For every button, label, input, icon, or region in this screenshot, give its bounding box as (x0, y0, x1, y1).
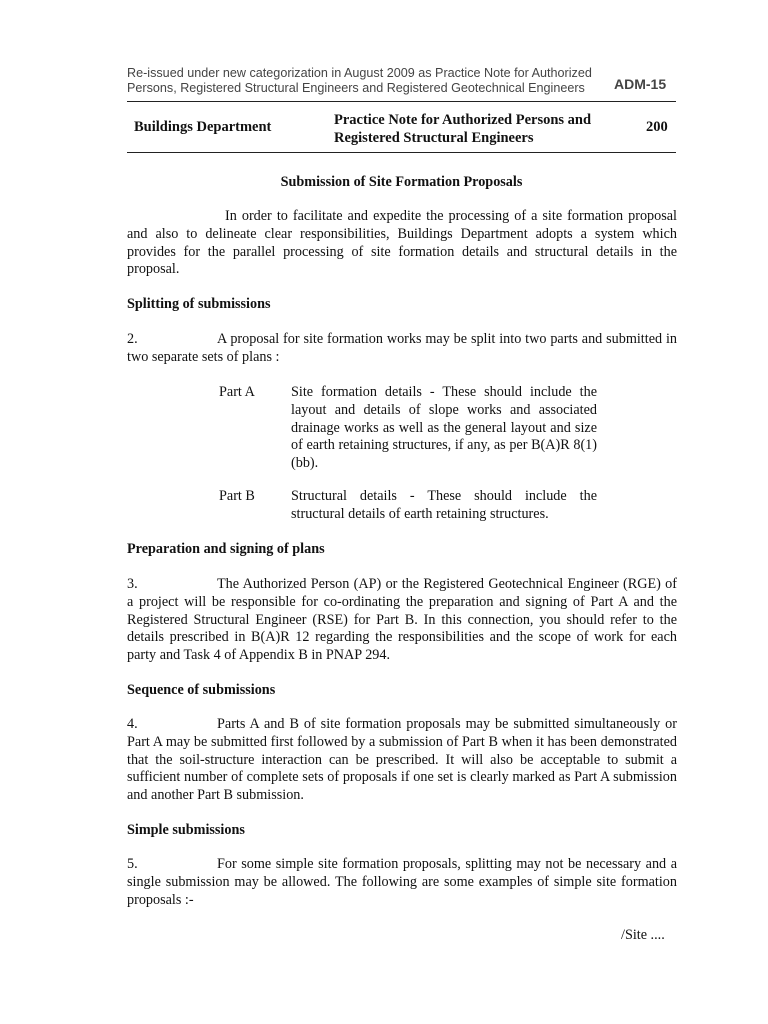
heading-splitting: Splitting of submissions (127, 296, 271, 312)
paragraph-number: 5. (127, 856, 138, 872)
part-b-text: Structural details - These should include the structural details of earth retaining structures. (291, 488, 597, 522)
paragraph-text: The Authorized Person (AP) or the Registered Geotechnical Engineer (RGE) of a project will be responsible for co-ordinating the preparation and signing of Part A and the Registered Structural Engineer (RSE) for Part B. In this connection, you should refer to the details prescribed in B(A)R 12 regarding the responsibilities and the scope of work for each party and Task 4 of Appendix B in PNAP 294. (127, 576, 677, 664)
heading-simple: Simple submissions (127, 822, 245, 838)
paragraph-3 (127, 576, 677, 665)
header-rule-top (127, 101, 676, 102)
practice-note-title: Practice Note for Authorized Persons and Registered Structural Engineers (334, 112, 592, 146)
part-a-text: Site formation details - These should include the layout and details of slope works and associated drainage works as well as the general layout and size of earth retaining structures, if any, as per B(A)R 8(1)(bb). (291, 384, 597, 472)
paragraph-text: A proposal for site formation works may be split into two parts and submitted in two separate sets of plans : (127, 331, 677, 365)
part-b-label: Part B (219, 488, 255, 504)
paragraph-2 (127, 331, 677, 367)
reissue-note: Re-issued under new categorization in August 2009 as Practice Note for Authorized Persons, Registered Structural Engineers and Registered Geotechnical Engineers (127, 66, 592, 95)
paragraph-number: 3. (127, 576, 138, 592)
paragraph-4 (127, 716, 677, 805)
paragraph-number: 2. (127, 331, 138, 347)
paragraph-text: Parts A and B of site formation proposals may be submitted simultaneously or Part A may be submitted first followed by a submission of Part B when it has been demonstrated that the soil-structure interaction can be prescribed. It will also be acceptable to submit a sufficient number of complete sets of proposals if one set is clearly marked as Part A submission and another Part B submission. (127, 716, 677, 804)
intro-text: In order to facilitate and expedite the processing of a site formation proposal and also to delineate clear responsibilities, Buildings Department adopts a system which provides for the parallel processing of site formation details and structural details in the proposal. (127, 208, 677, 278)
document-code: ADM-15 (614, 76, 667, 92)
paragraph-5 (127, 856, 677, 909)
paragraph-text: For some simple site formation proposals, splitting may not be necessary and a single submission may be allowed. The following are some examples of simple site formation proposals :- (127, 856, 677, 908)
heading-preparation: Preparation and signing of plans (127, 541, 325, 557)
continued-marker: /Site .... (621, 927, 665, 943)
practice-note-number: 200 (646, 119, 668, 135)
intro-paragraph (127, 208, 677, 279)
header-rule-bottom (127, 152, 676, 153)
heading-sequence: Sequence of submissions (127, 682, 276, 698)
part-a-label: Part A (219, 384, 255, 400)
department-name: Buildings Department (134, 119, 272, 135)
document-title: Submission of Site Formation Proposals (280, 174, 523, 190)
paragraph-number: 4. (127, 716, 138, 732)
